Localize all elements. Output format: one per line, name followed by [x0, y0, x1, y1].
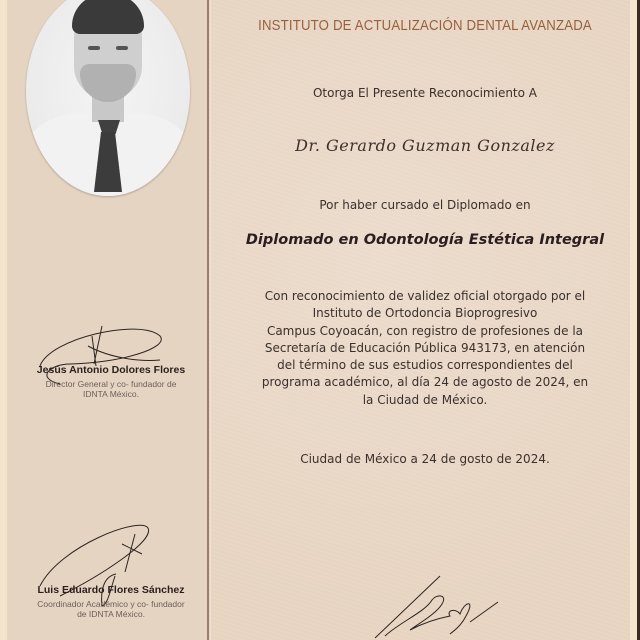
portrait-eye: [88, 46, 100, 50]
signatory-1-role: [14, 379, 208, 399]
body-line: Instituto de Ortodoncia Bioprogresivo: [312, 306, 538, 321]
vertical-divider-highlight: [210, 0, 211, 640]
portrait-beard: [80, 64, 136, 102]
institute-title: INSTITUTO DE ACTUALIZACIÓN DENTAL AVANZADA: [258, 17, 592, 34]
grant-line: Otorga El Presente Reconocimiento A: [312, 86, 538, 100]
body-line: Con reconocimiento de validez oficial otorgado por el: [264, 289, 586, 303]
signature-3-icon: [370, 572, 500, 640]
certificate-body: [220, 288, 630, 409]
recipient-name: Dr. Gerardo Guzman Gonzalez: [295, 136, 555, 155]
body-line: programa académico, al día 24 de agosto de 2024, en: [261, 375, 589, 390]
signatory-1: [14, 364, 208, 399]
reason-line: Por haber cursado el Diplomado en: [319, 198, 531, 212]
signatory-2: [14, 584, 208, 619]
signatory-1-role-line1: Director General y co- fundador de: [45, 379, 177, 389]
body-line: del término de sus estudios correspondientes del: [277, 358, 573, 373]
signatory-2-role-line2: de IDNTA México.: [77, 609, 145, 619]
paper-right-band: [630, 0, 637, 640]
program-name: Diplomado en Odontología Estética Integral: [245, 232, 605, 248]
body-line: Campus Coyoacán, con registro de profesiones de la: [266, 323, 584, 338]
body-line: Secretaría de Educación Pública 943173, en atención: [264, 340, 586, 355]
signatory-1-role-line2: IDNTA México.: [82, 389, 140, 399]
recipient-portrait-photo: [26, 0, 190, 196]
vertical-divider: [207, 0, 209, 640]
portrait-hair: [72, 0, 144, 34]
signatory-1-name: Jesús Antonio Dolores Flores: [36, 364, 186, 376]
signatory-2-role: [14, 599, 208, 619]
signatory-2-role-line1: Coordinador Académico y co- fundador: [37, 599, 185, 609]
body-line: la Ciudad de México.: [362, 392, 488, 407]
signatory-2-name: Luis Eduardo Flores Sánchez: [37, 584, 185, 596]
paper-left-edge: [0, 0, 7, 640]
place-date: Ciudad de México a 24 de gosto de 2024.: [300, 452, 550, 466]
portrait-eye: [116, 46, 128, 50]
